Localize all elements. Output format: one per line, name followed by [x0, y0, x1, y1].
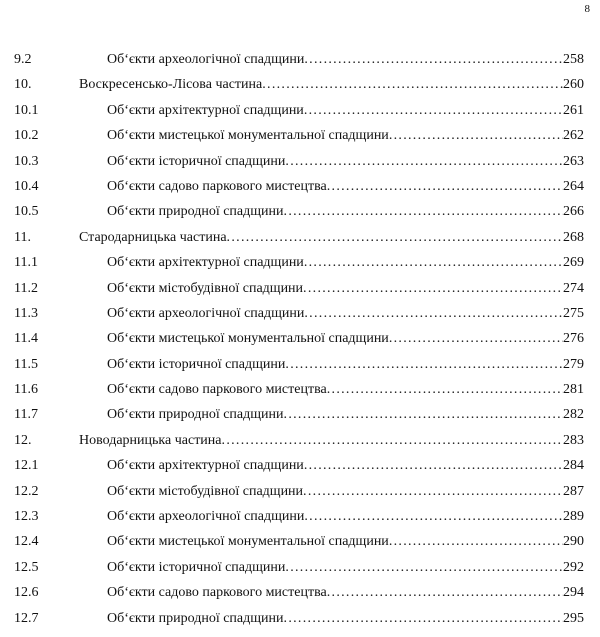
toc-page-number: 292: [563, 559, 584, 575]
toc-section-number: 12.4: [14, 534, 39, 550]
toc-section-number: 10.5: [14, 204, 39, 220]
toc-section-number: 11.: [14, 229, 31, 245]
toc-section-number: 11.5: [14, 356, 38, 372]
toc-entry: [107, 47, 584, 72]
toc-page-number: 287: [563, 483, 584, 499]
toc-entry: [107, 402, 584, 427]
toc-section-number: 12.5: [14, 559, 39, 575]
toc-row: [14, 555, 584, 580]
toc-section-number: 12.3: [14, 509, 39, 525]
toc-page-number: 258: [563, 52, 584, 67]
page-number: 8: [584, 3, 590, 15]
toc-title: Воскресенсько-Лісова частина: [79, 77, 263, 93]
toc-page-number: 263: [563, 153, 584, 169]
toc-row: [14, 377, 584, 402]
toc-page-number: 276: [563, 331, 584, 347]
toc-title: Об‘єкти мистецької монументальної спадщини: [107, 534, 389, 550]
toc-row: [14, 352, 584, 377]
toc-row: [14, 47, 584, 72]
toc-row: [14, 199, 584, 224]
toc-entry: [107, 504, 584, 529]
dot-leader: [304, 47, 563, 72]
toc-entry: [107, 276, 584, 301]
toc-row: [14, 504, 584, 529]
toc-entry: [107, 479, 584, 504]
dot-leader: [304, 250, 563, 275]
toc-entry: [107, 250, 584, 275]
dot-leader: [303, 276, 563, 301]
dot-leader: [285, 352, 563, 377]
toc-title: Об‘єкти садово паркового мистецтва: [107, 585, 327, 601]
toc-page-number: 279: [563, 356, 584, 372]
toc-entry: [107, 555, 584, 580]
dot-leader: [285, 555, 563, 580]
toc-entry: [107, 453, 584, 478]
dot-leader: [284, 199, 563, 224]
toc-page-number: 294: [563, 585, 584, 601]
toc-entry: [107, 149, 584, 174]
toc-page-number: 282: [563, 407, 584, 423]
toc-entry: [107, 174, 584, 199]
toc-row: [14, 529, 584, 554]
toc-page-number: 268: [563, 229, 584, 245]
toc-row: [14, 453, 584, 478]
dot-leader: [389, 529, 563, 554]
toc-title: Об‘єкти архітектурної спадщини: [107, 102, 304, 118]
toc-row: [14, 250, 584, 275]
toc-section-number: 11.3: [14, 305, 38, 321]
toc-title: Об‘єкти мистецької монументальної спадщини: [107, 128, 389, 144]
dot-leader: [304, 453, 563, 478]
toc-page-number: 283: [563, 432, 584, 448]
dot-leader: [284, 606, 563, 631]
toc-row: [14, 276, 584, 301]
toc-entry: [79, 225, 584, 250]
toc-entry: [107, 123, 584, 148]
toc-section-number: 10.4: [14, 178, 39, 194]
toc-page-number: 275: [563, 305, 584, 321]
toc-section-number: 10.: [14, 77, 32, 93]
toc-page-number: 289: [563, 509, 584, 525]
toc-page-number: 261: [563, 102, 584, 118]
toc-entry: [107, 98, 584, 123]
dot-leader: [304, 98, 563, 123]
toc-section-number: 12.: [14, 432, 32, 448]
toc-section-number: 12.1: [14, 458, 39, 474]
toc-section-number: 12.2: [14, 483, 39, 499]
toc-page-number: 262: [563, 128, 584, 144]
toc-title: Новодарницька частина: [79, 432, 222, 448]
toc-row: [14, 72, 584, 97]
toc-page-number: 264: [563, 178, 584, 194]
toc-title: Стародарницька частина: [79, 229, 227, 245]
toc-section-number: 11.7: [14, 407, 38, 423]
toc-title: Об‘єкти археологічної спадщини: [107, 509, 305, 525]
toc-page-number: 281: [563, 382, 584, 398]
toc-row: [14, 98, 584, 123]
toc-page-number: 295: [563, 610, 584, 626]
toc-entry: [107, 606, 584, 631]
toc-title: Об‘єкти історичної спадщини: [107, 153, 286, 169]
toc-page-number: 260: [563, 77, 584, 93]
toc-page-number: 284: [563, 458, 584, 474]
dot-leader: [284, 402, 563, 427]
toc-entry: [107, 301, 584, 326]
toc-title: Об‘єкти садово паркового мистецтва: [107, 382, 327, 398]
toc-section-number: 10.3: [14, 153, 39, 169]
toc-entry: [107, 326, 584, 351]
toc-entry: [79, 72, 584, 97]
toc-title: Об‘єкти природної спадщини: [107, 204, 284, 220]
toc-section-number: 11.1: [14, 255, 38, 271]
toc-row: [14, 174, 584, 199]
dot-leader: [227, 225, 563, 250]
toc-section-number: 12.6: [14, 585, 39, 601]
dot-leader: [327, 377, 563, 402]
toc-row: [14, 326, 584, 351]
toc-title: Об‘єкти археологічної спадщини: [107, 305, 305, 321]
toc-section-number: 10.2: [14, 128, 39, 144]
toc-page-number: 274: [563, 280, 584, 296]
toc-row: [14, 225, 584, 250]
toc-section-number: 11.6: [14, 382, 38, 398]
dot-leader: [304, 301, 563, 326]
dot-leader: [327, 174, 563, 199]
dot-leader: [327, 580, 563, 605]
toc-title: Об‘єкти мистецької монументальної спадщини: [107, 331, 389, 347]
dot-leader: [262, 72, 563, 97]
toc-page-number: 269: [563, 255, 584, 271]
toc-row: [14, 580, 584, 605]
toc-section-number: 12.7: [14, 610, 39, 626]
toc-title: Об‘єкти архітектурної спадщини: [107, 458, 304, 474]
table-of-contents: [14, 47, 584, 631]
toc-title: Об‘єкти археологічної спадщини: [107, 52, 305, 67]
dot-leader: [222, 428, 563, 453]
toc-entry: [107, 199, 584, 224]
toc-entry: [107, 377, 584, 402]
toc-entry: [79, 428, 584, 453]
toc-page-number: 290: [563, 534, 584, 550]
toc-entry: [107, 580, 584, 605]
toc-title: Об‘єкти містобудівної спадщини: [107, 483, 304, 499]
toc-entry: [107, 529, 584, 554]
toc-title: Об‘єкти природної спадщини: [107, 610, 284, 626]
toc-entry: [107, 352, 584, 377]
dot-leader: [285, 149, 563, 174]
toc-row: [14, 606, 584, 631]
toc-row: [14, 402, 584, 427]
toc-section-number: 11.2: [14, 280, 38, 296]
toc-title: Об‘єкти садово паркового мистецтва: [107, 178, 327, 194]
dot-leader: [389, 326, 563, 351]
dot-leader: [304, 504, 563, 529]
toc-section-number: 9.2: [14, 52, 32, 67]
toc-row: [14, 149, 584, 174]
dot-leader: [389, 123, 563, 148]
toc-title: Об‘єкти природної спадщини: [107, 407, 284, 423]
toc-row: [14, 428, 584, 453]
toc-section-number: 10.1: [14, 102, 39, 118]
toc-title: Об‘єкти містобудівної спадщини: [107, 280, 304, 296]
dot-leader: [303, 479, 563, 504]
toc-title: Об‘єкти архітектурної спадщини: [107, 255, 304, 271]
toc-page-number: 266: [563, 204, 584, 220]
toc-title: Об‘єкти історичної спадщини: [107, 356, 286, 372]
toc-title: Об‘єкти історичної спадщини: [107, 559, 286, 575]
toc-row: [14, 123, 584, 148]
toc-row: [14, 479, 584, 504]
toc-row: [14, 301, 584, 326]
toc-section-number: 11.4: [14, 331, 38, 347]
